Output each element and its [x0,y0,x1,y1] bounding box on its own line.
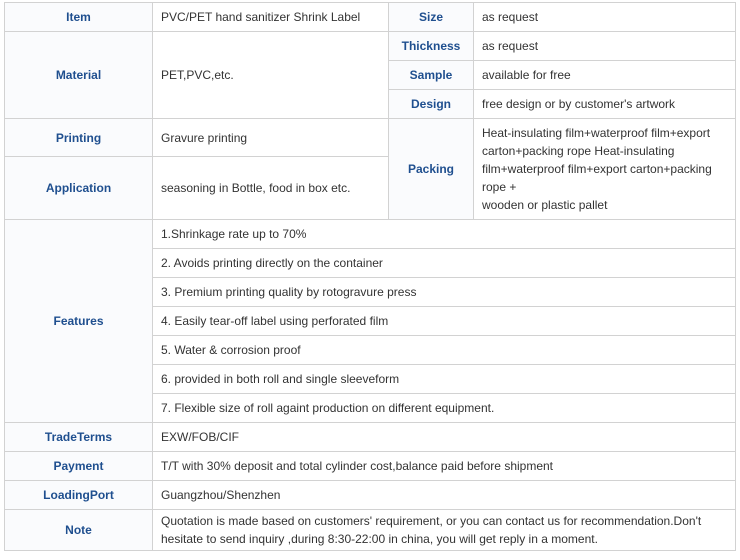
row-item [5,3,736,32]
feature-item: 1.Shrinkage rate up to 70% [153,220,736,249]
label-note: Note [5,510,153,551]
feature-item: 7. Flexible size of roll againt production on different equipment. [153,394,736,423]
row-note [5,510,736,551]
value-note: Quotation is made based on customers' requirement, or you can contact us for recommendation.Don't hesitate to send inquiry ,during 8:30-22:00 in china, you will get reply in a moment. [153,510,736,551]
label-packing: Packing [389,119,474,220]
product-spec-table [4,2,736,551]
row-trade-terms [5,423,736,452]
label-sample: Sample [389,61,474,90]
row-material-thickness [5,32,736,61]
label-trade-terms: TradeTerms [5,423,153,452]
row-payment [5,452,736,481]
label-item: Item [5,3,153,32]
feature-item: 3. Premium printing quality by rotogravure press [153,278,736,307]
feature-item: 2. Avoids printing directly on the container [153,249,736,278]
value-loading-port: Guangzhou/Shenzhen [153,481,736,510]
value-size: as request [474,3,736,32]
row-printing [5,119,736,157]
value-sample: available for free [474,61,736,90]
feature-item: 5. Water & corrosion proof [153,336,736,365]
value-application: seasoning in Bottle, food in box etc. [153,157,389,220]
value-trade-terms: EXW/FOB/CIF [153,423,736,452]
value-design: free design or by customer's artwork [474,90,736,119]
value-payment: T/T with 30% deposit and total cylinder cost,balance paid before shipment [153,452,736,481]
label-payment: Payment [5,452,153,481]
label-thickness: Thickness [389,32,474,61]
row-loading-port [5,481,736,510]
label-features: Features [5,220,153,423]
feature-item: 6. provided in both roll and single sleeveform [153,365,736,394]
value-printing: Gravure printing [153,119,389,157]
feature-item: 4. Easily tear-off label using perforated film [153,307,736,336]
value-item: PVC/PET hand sanitizer Shrink Label [153,3,389,32]
row-feature-1 [5,220,736,249]
value-thickness: as request [474,32,736,61]
value-material: PET,PVC,etc. [153,32,389,119]
label-material: Material [5,32,153,119]
label-design: Design [389,90,474,119]
value-packing: Heat-insulating film+waterproof film+export carton+packing rope Heat-insulating film+waterproof film+export carton+packing rope + wooden or plastic pallet [474,119,736,220]
label-loading-port: LoadingPort [5,481,153,510]
label-application: Application [5,157,153,220]
label-printing: Printing [5,119,153,157]
label-size: Size [389,3,474,32]
